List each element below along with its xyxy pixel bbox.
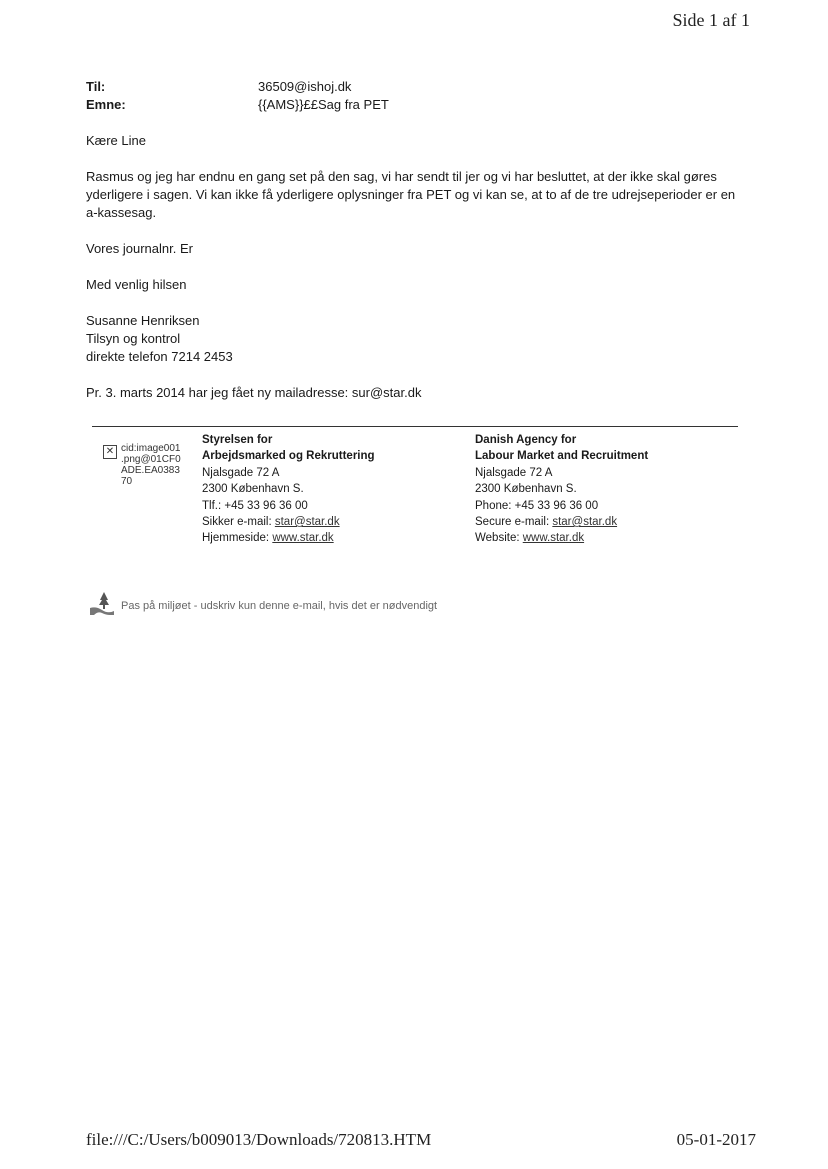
email-change-notice: Pr. 3. marts 2014 har jeg fået ny mailadresse: sur@star.dk [86,385,422,400]
agency-english-name-2: Labour Market and Recruitment [475,450,649,463]
journal-line: Vores journalnr. Er [86,241,193,256]
agency-danish-email-row [202,514,375,530]
agency-danish-web-row [202,530,375,546]
to-label: Til: [86,79,106,94]
agency-danish-email-link[interactable]: star@star.dk [274,516,340,529]
broken-image-icon: ✕ [103,445,117,459]
agency-english-email-label: Secure e-mail: [475,516,553,529]
agency-danish-web-link[interactable]: www.star.dk [272,532,334,545]
agency-danish-phone: Tlf.: +45 33 96 36 00 [202,499,308,512]
agency-english-name-1: Danish Agency for [475,434,577,446]
closing: Med venlig hilsen [86,277,187,292]
agency-danish-name-1: Styrelsen for [202,434,273,446]
agency-english-web-row [475,530,648,546]
footer-date: 05-01-2017 [676,1130,756,1149]
agency-english-email-row [475,514,648,530]
agency-english-web-link[interactable]: www.star.dk [522,532,585,545]
agency-english-address: Njalsgade 72 A [475,466,553,479]
page-number: Side 1 af 1 [672,10,750,30]
agency-english-block [475,432,648,547]
agency-danish-city: 2300 København S. [202,483,304,496]
agency-danish-block [202,432,375,547]
tree-environment-icon [88,590,116,618]
body-paragraph: Rasmus og jeg har endnu en gang set på den sag, vi har sendt til jer og vi har besluttet, at der ikke skal gøres yderligere i sagen. Vi kan ikke få yderligere oplysninger fra PET og vi kan se, at to af de tre udrejseperioder er en a-kassesag. [86,169,736,220]
signature-name: Susanne Henriksen [86,313,200,328]
signature-phone: direkte telefon 7214 2453 [86,349,233,364]
divider [92,426,738,427]
agency-danish-address: Njalsgade 72 A [202,466,280,479]
agency-danish-web-label: Hjemmeside: [202,532,273,545]
agency-english-web-label: Website: [475,532,523,545]
to-value: 36509@ishoj.dk [258,79,352,94]
agency-english-city: 2300 København S. [475,483,577,496]
environment-note: Pas på miljøet - udskriv kun denne e-mail, hvis det er nødvendigt [121,600,438,612]
signature-department: Tilsyn og kontrol [86,331,181,346]
subject-value: {{AMS}}££Sag fra PET [258,97,389,112]
agency-english-phone: Phone: +45 33 96 36 00 [475,499,599,512]
subject-label: Emne: [86,97,126,112]
agency-english-email-link[interactable]: star@star.dk [552,516,618,529]
agency-danish-email-label: Sikker e-mail: [202,516,275,529]
image-alt-text: cid:image001 .png@01CF0 ADE.EA0383 70 [121,443,181,487]
agency-danish-name-2: Arbejdsmarked og Rekruttering [202,450,375,463]
greeting: Kære Line [86,133,146,148]
footer-file-path: file:///C:/Users/b009013/Downloads/720813.HTM [86,1130,432,1149]
